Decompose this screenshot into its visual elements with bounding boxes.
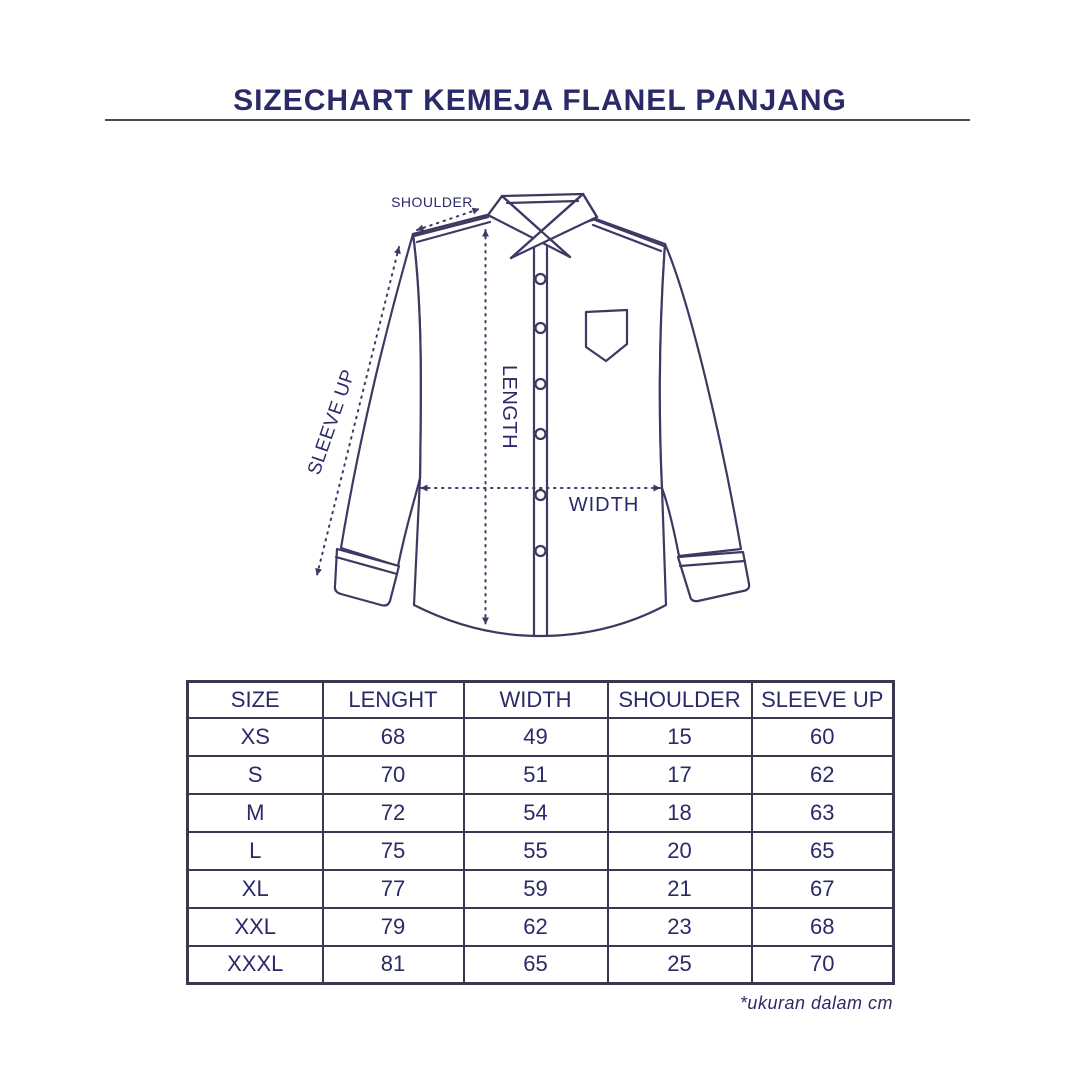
width-label: WIDTH <box>568 494 640 516</box>
value-cell: 79 <box>323 908 464 946</box>
col-header-size: SIZE <box>188 682 323 718</box>
size-cell: XXL <box>188 908 323 946</box>
size-cell: S <box>188 756 323 794</box>
units-footnote: *ukuran dalam cm <box>739 993 893 1013</box>
value-cell: 77 <box>323 870 464 908</box>
value-cell: 68 <box>323 718 464 756</box>
col-header-lenght: LENGHT <box>323 682 464 718</box>
sleeve-up-label: SLEEVE UP <box>303 366 360 478</box>
value-cell: 68 <box>752 908 894 946</box>
value-cell: 63 <box>752 794 894 832</box>
value-cell: 81 <box>323 946 464 984</box>
value-cell: 60 <box>752 718 894 756</box>
page-title: SIZECHART KEMEJA FLANEL PANJANG <box>233 84 847 117</box>
value-cell: 17 <box>608 756 752 794</box>
col-header-sleeve-up: SLEEVE UP <box>752 682 894 718</box>
shirt-outline <box>335 194 749 636</box>
size-cell: M <box>188 794 323 832</box>
value-cell: 55 <box>464 832 608 870</box>
length-label: LENGTH <box>498 364 520 450</box>
size-cell: XXXL <box>188 946 323 984</box>
value-cell: 54 <box>464 794 608 832</box>
value-cell: 18 <box>608 794 752 832</box>
table-header-row <box>188 682 894 718</box>
table-row <box>188 946 894 984</box>
value-cell: 15 <box>608 718 752 756</box>
table-row <box>188 908 894 946</box>
shoulder-label: SHOULDER <box>391 194 473 210</box>
value-cell: 65 <box>752 832 894 870</box>
value-cell: 62 <box>464 908 608 946</box>
value-cell: 70 <box>323 756 464 794</box>
table-row <box>188 718 894 756</box>
table-row <box>188 756 894 794</box>
size-cell: L <box>188 832 323 870</box>
value-cell: 62 <box>752 756 894 794</box>
value-cell: 25 <box>608 946 752 984</box>
value-cell: 20 <box>608 832 752 870</box>
col-header-shoulder: SHOULDER <box>608 682 752 718</box>
table-row <box>188 794 894 832</box>
col-header-width: WIDTH <box>464 682 608 718</box>
value-cell: 72 <box>323 794 464 832</box>
value-cell: 21 <box>608 870 752 908</box>
table-row <box>188 832 894 870</box>
value-cell: 51 <box>464 756 608 794</box>
size-cell: XS <box>188 718 323 756</box>
size-cell: XL <box>188 870 323 908</box>
table-row <box>188 870 894 908</box>
value-cell: 70 <box>752 946 894 984</box>
value-cell: 75 <box>323 832 464 870</box>
value-cell: 59 <box>464 870 608 908</box>
size-table <box>186 680 895 985</box>
value-cell: 65 <box>464 946 608 984</box>
value-cell: 49 <box>464 718 608 756</box>
value-cell: 67 <box>752 870 894 908</box>
value-cell: 23 <box>608 908 752 946</box>
